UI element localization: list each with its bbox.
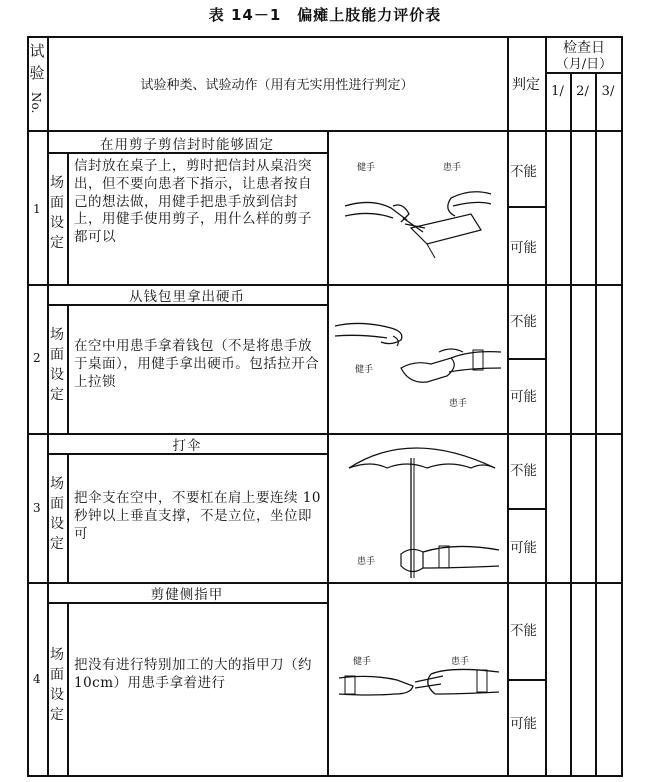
judge-column-line	[507, 36, 509, 777]
date-column-line	[545, 36, 547, 777]
setting-line-4	[67, 602, 69, 775]
table-top-border	[27, 36, 623, 38]
header-test-type: 试验种类、试验动作（用有无实用性进行判定）	[140, 78, 414, 93]
visit-2: 2/	[576, 84, 589, 99]
header-judge: 判定	[512, 77, 540, 93]
label-affected-hand: 患手	[443, 163, 462, 173]
header-date: 检查日	[563, 40, 605, 56]
umbrella-illustration	[331, 438, 503, 578]
task-title: 打伞	[172, 438, 202, 454]
row-number: 1	[33, 202, 41, 216]
table-left-border	[27, 36, 29, 777]
task-description: 在空中用患手拿着钱包（不是将患手放于桌面），用健手拿出硬币。包括拉开合上拉锁	[74, 338, 320, 390]
header-no-bottom: No.	[29, 92, 43, 114]
judge-split-4	[507, 679, 545, 681]
task-title: 剪健侧指甲	[150, 587, 224, 603]
header-date-sub: （月/日）	[555, 57, 613, 72]
visit-line-1	[570, 73, 572, 777]
visit-line-2	[595, 73, 597, 777]
label-healthy-hand: 健手	[357, 163, 376, 173]
row-number: 3	[33, 501, 41, 515]
task-title: 从钱包里拿出硬币	[129, 289, 245, 305]
desc-image-divider	[327, 130, 329, 775]
setting-line-1	[67, 152, 69, 284]
label-affected-hand: 患手	[357, 557, 376, 567]
judge-able: 可能	[510, 389, 537, 405]
visit-3: 3/	[601, 84, 615, 99]
table-title: 表 14－1 偏瘫上肢能力评价表	[208, 6, 442, 24]
scissors-illustration	[331, 158, 503, 268]
header-no-mid: 验	[29, 64, 45, 82]
judge-unable: 不能	[510, 623, 537, 639]
task-description: 信封放在桌子上，剪时把信封从桌沿突出，但不要向患者下指示，让患者按自己的想法做，用健手把患手放到信封上，用健手使用剪子，用什么样的剪子都可以	[74, 158, 312, 246]
judge-unable: 不能	[510, 164, 537, 180]
judge-split-1	[507, 206, 545, 208]
wallet-illustration	[331, 306, 503, 416]
visit-1: 1/	[551, 84, 564, 99]
judge-able: 可能	[510, 540, 537, 556]
judge-unable: 不能	[510, 314, 537, 330]
setting-line-2	[67, 304, 69, 433]
label-affected-hand: 患手	[451, 657, 470, 667]
row-number: 4	[33, 672, 41, 686]
judge-split-3	[507, 508, 545, 510]
header-no-top: 试	[29, 42, 45, 60]
evaluation-table: 试 验 No. 试验种类、试验动作（用有无实用性进行判定） 判定 检查日 （月/日） 1/ 2/ 3/ 1 在用剪子剪信封时能够固定 场 面 设 定 信封放在桌子上，剪时把信封从桌沿突出，但不要向患者下指示，让患者按自己的想法做，用健手把患手放到信封上，用健手使用剪子，用什么样的剪子都可以 不能 可能 健手 患手 2 从钱包里拿出硬币 场 面 设 定 在空中用患手拿着钱包（不是将患手放于桌面），用健手拿出硬币。包括拉开合上拉锁 不能 可能 健手 患手 3 打伞 场 面 设 定 把伞支在空中，不要杠在肩上要连续 10 秒钟以上垂直支撑，不是立位，坐位即可 不能 可能 患手 4 剪健侧指甲 场 面 设 定 把没有进行特别加工的大的指甲刀（约 10cm）用患手拿着进行 不能 可能 健手 患手	[27, 36, 623, 777]
judge-split-2	[507, 358, 545, 360]
date-header-divider	[545, 72, 623, 74]
table-bottom-border	[27, 775, 623, 777]
judge-unable: 不能	[510, 463, 537, 479]
label-healthy-hand: 健手	[355, 365, 374, 375]
row-number: 2	[33, 351, 41, 365]
table-right-border	[621, 36, 623, 777]
label-affected-hand: 患手	[449, 399, 468, 409]
header-bottom-line	[27, 130, 623, 132]
setting-line-3	[67, 453, 69, 582]
judge-able: 可能	[510, 716, 537, 732]
task-title: 在用剪子剪信封时能够固定	[100, 137, 274, 153]
judge-able: 可能	[510, 240, 537, 256]
nail-clipper-illustration	[331, 636, 503, 756]
task-description: 把没有进行特别加工的大的指甲刀（约 10cm）用患手拿着进行	[74, 657, 312, 691]
task-description: 把伞支在空中，不要杠在肩上要连续 10 秒钟以上垂直支撑，不是立位，坐位即可	[74, 490, 321, 542]
label-healthy-hand: 健手	[353, 657, 372, 667]
